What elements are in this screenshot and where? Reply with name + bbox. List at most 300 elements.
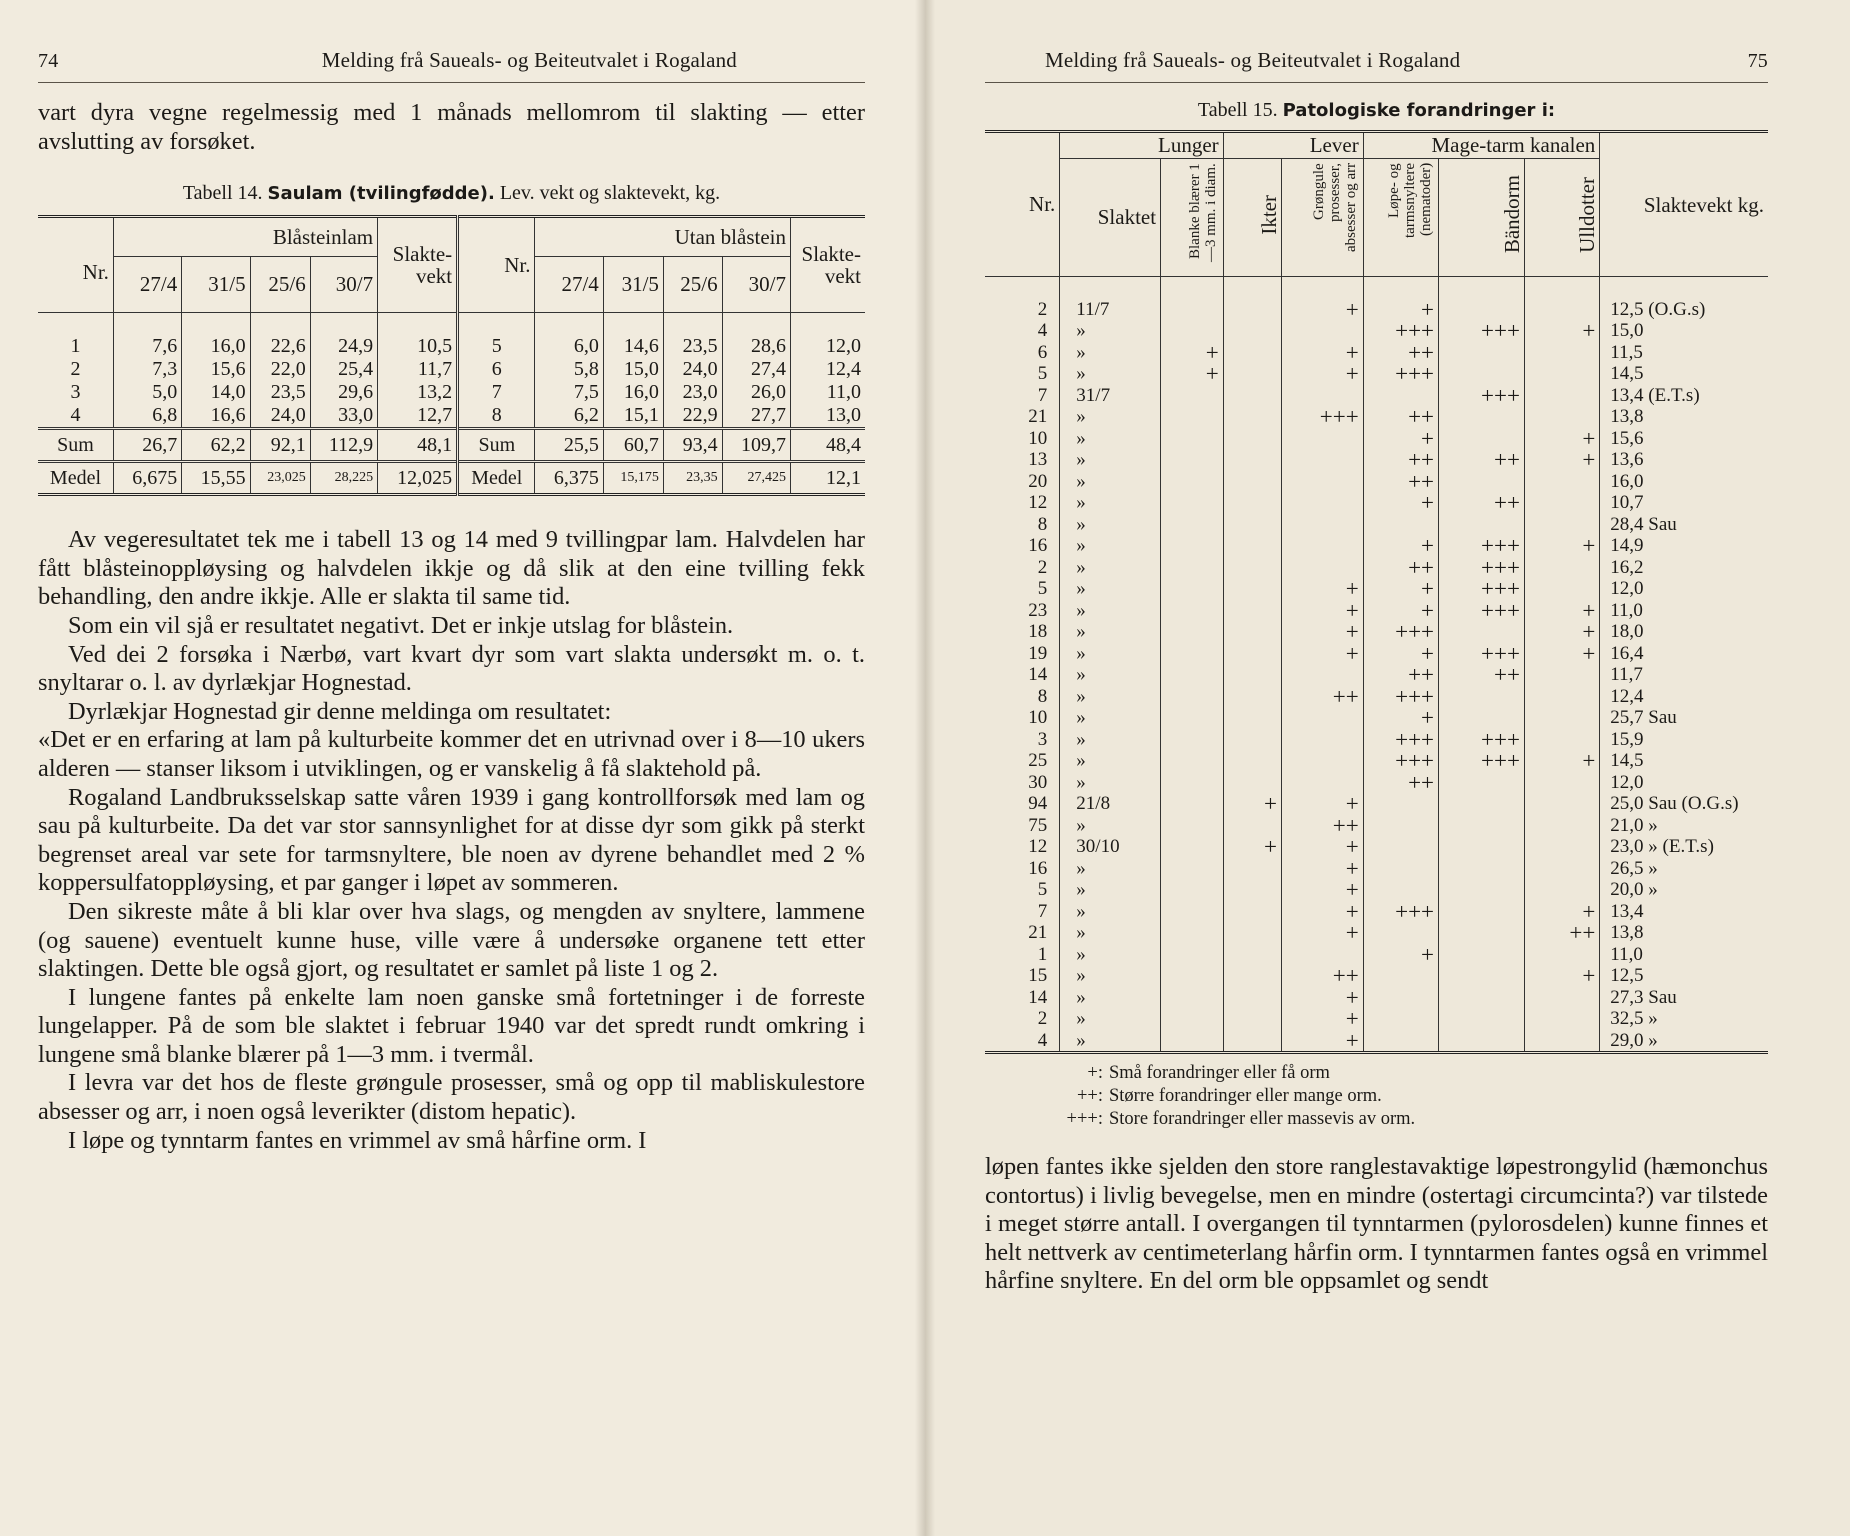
- table15-row: [985, 557, 1768, 579]
- table15-cell: [1223, 965, 1281, 987]
- table15-row: [985, 664, 1768, 686]
- table15-cell: 16: [1028, 535, 1048, 556]
- table14-cell: 109,7: [722, 429, 790, 462]
- table14-cell: 1: [70, 335, 81, 358]
- table15-cell: [1223, 471, 1281, 493]
- table14-spacer-cell: [535, 313, 603, 336]
- table15-cell: 15,0: [1600, 320, 1768, 342]
- table15-row: [985, 299, 1768, 321]
- table15-cell: ++: [1363, 342, 1438, 364]
- table15-cell: 18,0: [1600, 621, 1768, 643]
- table15-cell: 15,6: [1600, 428, 1768, 450]
- left-paragraph: Ved dei 2 forsøka i Nærbø, vart kvart dyr som vart slakta undersøkt m. o. t. snyltarar o. l. av dyrlækjar Hognestad.: [38, 640, 865, 697]
- table15-cell: [1161, 686, 1224, 708]
- table14-spacer-cell: [603, 313, 663, 336]
- table14-header-nr-2: Nr.: [458, 217, 535, 313]
- table15-cell: [1161, 320, 1224, 342]
- table15-cell: +++: [1439, 643, 1525, 665]
- table14-cell: 6,2: [535, 404, 603, 429]
- table15-cell: [1524, 707, 1599, 729]
- table15-cell: ++: [1439, 449, 1525, 471]
- table14-cell: 12,7: [378, 404, 458, 429]
- table15-row: [985, 750, 1768, 772]
- left-body-text: [38, 526, 865, 1155]
- table14-date-7: 25/6: [663, 257, 722, 313]
- table15-header-ikter: [1223, 159, 1281, 277]
- table15-cell: »: [1060, 729, 1161, 751]
- table15-cell: [1282, 557, 1364, 579]
- table15-spacer-cell: [985, 277, 1060, 299]
- table15-cell: [1524, 858, 1599, 880]
- table14-cell: Medel: [458, 462, 535, 495]
- table15-cell: +: [1524, 750, 1599, 772]
- table15-cell: [1223, 1008, 1281, 1030]
- table15-cell: +++: [1363, 363, 1438, 385]
- left-intro-text: vart dyra vegne regelmessig med 1 månads mellomrom til slakting — etter avslutting av forsøket.: [38, 99, 865, 155]
- table15-cell: [1363, 1008, 1438, 1030]
- table14-cell: 2: [70, 358, 81, 381]
- table15-cell: [1439, 707, 1525, 729]
- table15-cell: 8: [1037, 513, 1048, 535]
- table15-cell: 16,4: [1600, 643, 1768, 665]
- table15-caption-label: Tabell 15.: [1197, 99, 1278, 121]
- table15-cell: +: [1524, 600, 1599, 622]
- table15-spacer: [985, 277, 1768, 299]
- table15-cell: [1223, 406, 1281, 428]
- table14-spacer-cell: [722, 313, 790, 336]
- table15-cell: [1524, 342, 1599, 364]
- table14-spacer-cell: [113, 313, 181, 336]
- table15-spacer-cell: [1439, 277, 1525, 299]
- table15-cell: »: [1060, 363, 1161, 385]
- table15-cell: 6: [1037, 341, 1048, 363]
- legend-symbol: ++:: [1076, 1086, 1103, 1106]
- table15-cell: 13,6: [1600, 449, 1768, 471]
- table15-lope-label: Løpe- og tarmsnyltere (nematoder): [1386, 162, 1435, 238]
- table15-cell: [1161, 621, 1224, 643]
- table15-cell: 11,0: [1600, 944, 1768, 966]
- table14-cell: 24,9: [310, 335, 377, 358]
- table15-cell: [1223, 879, 1281, 901]
- table14-cell: 23,025: [250, 462, 310, 495]
- table15-cell: [1161, 1008, 1224, 1030]
- table14-cell: 7,6: [113, 335, 181, 358]
- left-running-head: [38, 48, 865, 83]
- table15-cell: [1282, 664, 1364, 686]
- table14-cell: 13,0: [791, 404, 866, 429]
- table15-cell: 10: [1028, 427, 1048, 449]
- table14-cell: 10,5: [378, 335, 458, 358]
- table14-cell: 48,4: [791, 429, 866, 462]
- table14-cell: 6,0: [535, 335, 603, 358]
- table15-cell: 25,7 Sau: [1600, 707, 1768, 729]
- table14-cell: 22,6: [250, 335, 310, 358]
- table14-cell: 8: [458, 404, 535, 429]
- table15-cell: »: [1060, 342, 1161, 364]
- table14-cell: 7,5: [535, 381, 603, 404]
- table15-cell: 13,8: [1600, 922, 1768, 944]
- table14-cell: Sum: [458, 429, 535, 462]
- table15: [985, 130, 1768, 1054]
- table15-cell: [1223, 557, 1281, 579]
- table15-cell: 75: [1028, 814, 1048, 836]
- table15-cell: [1282, 944, 1364, 966]
- table14-cell: 27,4: [722, 358, 790, 381]
- table15-cell: ++: [1282, 815, 1364, 837]
- left-paragraph: I løpe og tynntarm fantes en vrimmel av små hårfine orm. I: [68, 1126, 647, 1154]
- legend-symbol: +++:: [1066, 1109, 1103, 1129]
- table15-cell: +: [1363, 428, 1438, 450]
- table15-cell: [1282, 514, 1364, 536]
- table15-cell: [1439, 858, 1525, 880]
- table15-cell: +++: [1363, 621, 1438, 643]
- table15-cell: [1161, 664, 1224, 686]
- table15-cell: »: [1060, 750, 1161, 772]
- table15-cell: [1223, 535, 1281, 557]
- table15-cell: [1363, 1030, 1438, 1053]
- legend-text: Store forandringer eller massevis av orm.: [1109, 1109, 1416, 1129]
- table15-cell: ++: [1363, 557, 1438, 579]
- table15-cell: +: [1363, 299, 1438, 321]
- table15-row: [985, 772, 1768, 794]
- table15-header-ulldotter: [1524, 159, 1599, 277]
- table15-cell: +: [1363, 492, 1438, 514]
- table15-cell: [1524, 514, 1599, 536]
- table14-cell: Sum: [38, 429, 113, 462]
- table15-cell: [1439, 772, 1525, 794]
- table15-cell: [1161, 449, 1224, 471]
- table15-cell: +: [1282, 836, 1364, 858]
- table15-cell: [1223, 578, 1281, 600]
- table15-cell: »: [1060, 664, 1161, 686]
- table15-cell: +++: [1439, 385, 1525, 407]
- table15-cell: [1223, 492, 1281, 514]
- table14-cell: 23,5: [663, 335, 722, 358]
- table14-cell: 12,4: [791, 358, 866, 381]
- table15-cell: »: [1060, 621, 1161, 643]
- table15-cell: 26,5 »: [1600, 858, 1768, 880]
- table15-row: [985, 686, 1768, 708]
- table15-cell: [1223, 901, 1281, 923]
- table14-caption-rest: Lev. vekt og slaktevekt, kg.: [499, 182, 721, 205]
- table15-caption-bold: Patologiske forandringer i:: [1282, 100, 1556, 121]
- table15-cell: [1161, 879, 1224, 901]
- table15-header-lope: [1363, 159, 1438, 277]
- table15-cell: ++: [1363, 471, 1438, 493]
- table15-cell: +: [1282, 578, 1364, 600]
- table14-cell: 60,7: [603, 429, 663, 462]
- table15-cell: 3: [1037, 728, 1048, 750]
- table15-cell: 25,0 Sau (O.G.s): [1600, 793, 1768, 815]
- table15-cell: +++: [1439, 729, 1525, 751]
- table14-cell: 5,8: [535, 358, 603, 381]
- table15-cell: [1363, 514, 1438, 536]
- table15-cell: 16: [1028, 857, 1048, 879]
- table15-cell: [1223, 363, 1281, 385]
- table15-cell: +: [1282, 858, 1364, 880]
- table14-cell: 16,0: [603, 381, 663, 404]
- table15-cell: [1223, 643, 1281, 665]
- table15-cell: [1161, 643, 1224, 665]
- table15-cell: 10: [1028, 707, 1048, 728]
- table15-cell: [1223, 772, 1281, 794]
- table15-cell: [1524, 815, 1599, 837]
- table15-cell: +: [1161, 342, 1224, 364]
- table15-cell: »: [1060, 320, 1161, 342]
- table15-cell: 12: [1028, 836, 1048, 857]
- table15-cell: +: [1363, 643, 1438, 665]
- table15-cell: 27,3 Sau: [1600, 987, 1768, 1009]
- table15-cell: +: [1282, 621, 1364, 643]
- table15-cell: +++: [1363, 686, 1438, 708]
- table14-cell: 12,1: [791, 462, 866, 495]
- table15-row: [985, 858, 1768, 880]
- table15-row: [985, 363, 1768, 385]
- table14-spacer-cell: [38, 313, 113, 336]
- table15-cell: [1282, 729, 1364, 751]
- table15-cell: 11,5: [1600, 342, 1768, 364]
- table15-cell: 12,0: [1600, 578, 1768, 600]
- table14-spacer-cell: [458, 313, 535, 336]
- table15-bandorm-label: Bändorm: [1499, 175, 1524, 254]
- table14-cell: 15,55: [182, 462, 250, 495]
- table15-cell: [1439, 406, 1525, 428]
- table15-cell: [1282, 772, 1364, 794]
- table15-row: [985, 600, 1768, 622]
- table15-cell: [1161, 535, 1224, 557]
- table15-cell: 21: [1028, 922, 1048, 943]
- table15-cell: [1282, 471, 1364, 493]
- table14-cell: 48,1: [378, 429, 458, 462]
- table14-cell: 23,35: [663, 462, 722, 495]
- table15-cell: [1439, 1030, 1525, 1053]
- table15-cell: [1161, 492, 1224, 514]
- table15-cell: »: [1060, 965, 1161, 987]
- table14-cell: 93,4: [663, 429, 722, 462]
- table15-cell: »: [1060, 686, 1161, 708]
- table15-cell: 14: [1028, 664, 1048, 685]
- table15-cell: [1282, 428, 1364, 450]
- table14-cell: 24,0: [663, 358, 722, 381]
- table15-cell: ++: [1282, 965, 1364, 987]
- table15-header-nr: Nr.: [985, 132, 1060, 277]
- table15-cell: [1282, 385, 1364, 407]
- table15-cell: 11,0: [1600, 600, 1768, 622]
- table15-caption: [985, 99, 1768, 122]
- table14-row: [38, 358, 865, 381]
- table14-spacer-cell: [791, 313, 866, 336]
- table15-row: [985, 922, 1768, 944]
- table15-cell: [1161, 815, 1224, 837]
- table15-legend: [1043, 1062, 1768, 1131]
- left-paragraph: Den sikreste måte å bli klar over hva slags, og mengden av snyltere, lammene (og sauene) eventuelt kunne huse, ville være å undersøke organene tett etter slaktingen. Dette ble også gjort, og resultatet er samlet på liste 1 og 2.: [38, 897, 865, 983]
- table15-row: [985, 1008, 1768, 1030]
- table15-cell: [1223, 621, 1281, 643]
- table15-blanke-label: Blanke blærer 1—3 mm. i diam.: [1186, 162, 1219, 262]
- table15-cell: [1363, 922, 1438, 944]
- right-page-number: 75: [1747, 50, 1768, 72]
- table15-cell: +: [1282, 643, 1364, 665]
- table15-cell: +: [1282, 922, 1364, 944]
- table14-cell: 7,3: [113, 358, 181, 381]
- table15-cell: [1524, 363, 1599, 385]
- table15-row: [985, 471, 1768, 493]
- table15-cell: [1439, 922, 1525, 944]
- table15-cell: [1282, 492, 1364, 514]
- table15-cell: »: [1060, 922, 1161, 944]
- table14-cell: 13,2: [378, 381, 458, 404]
- table15-cell: 5: [1037, 879, 1048, 900]
- table15-cell: [1223, 815, 1281, 837]
- table15-cell: [1161, 406, 1224, 428]
- table15-cell: [1282, 535, 1364, 557]
- table15-cell: +: [1524, 965, 1599, 987]
- table15-cell: »: [1060, 578, 1161, 600]
- table15-cell: 12,5: [1600, 965, 1768, 987]
- table15-cell: [1223, 987, 1281, 1009]
- table15-cell: ++: [1363, 406, 1438, 428]
- table14-cell: 62,2: [182, 429, 250, 462]
- table15-cell: 11,7: [1600, 664, 1768, 686]
- table15-cell: [1439, 879, 1525, 901]
- table15-row: [985, 514, 1768, 536]
- left-running-title: Melding frå Saueals- og Beiteutvalet i Rogaland: [321, 48, 737, 72]
- table15-cell: 1: [1037, 943, 1048, 965]
- table15-cell: +: [1282, 793, 1364, 815]
- table14-spacer-cell: [663, 313, 722, 336]
- table15-cell: [1439, 299, 1525, 321]
- table15-cell: +++: [1439, 578, 1525, 600]
- table15-row: [985, 793, 1768, 815]
- table15-row: [985, 406, 1768, 428]
- table15-cell: [1161, 750, 1224, 772]
- table15-cell: [1524, 557, 1599, 579]
- table15-cell: 20: [1028, 470, 1048, 492]
- table15-header-lever: Lever: [1223, 132, 1363, 159]
- table15-cell: [1439, 836, 1525, 858]
- table15-cell: +++: [1439, 750, 1525, 772]
- table14-header-nr-1: Nr.: [38, 217, 113, 313]
- table15-cell: [1223, 600, 1281, 622]
- table15-cell: »: [1060, 535, 1161, 557]
- table15-row: [985, 449, 1768, 471]
- table15-cell: 14,9: [1600, 535, 1768, 557]
- table15-cell: 4: [1037, 1029, 1048, 1051]
- table15-cell: [1439, 621, 1525, 643]
- table15-cell: [1223, 729, 1281, 751]
- table15-spacer-cell: [1282, 277, 1364, 299]
- table15-cell: [1439, 901, 1525, 923]
- table15-cell: [1223, 428, 1281, 450]
- table15-cell: [1161, 428, 1224, 450]
- table15-cell: 30: [1028, 771, 1048, 793]
- table15-cell: 23,0 » (E.T.s): [1600, 836, 1768, 858]
- table15-cell: 14,5: [1600, 750, 1768, 772]
- table15-cell: +: [1282, 600, 1364, 622]
- table15-cell: [1161, 793, 1224, 815]
- table15-cell: +: [1282, 1008, 1364, 1030]
- legend-item: [1043, 1108, 1768, 1131]
- table15-cell: 30/10: [1060, 836, 1161, 858]
- table15-cell: 21,0 »: [1600, 815, 1768, 837]
- table15-cell: [1439, 793, 1525, 815]
- table15-cell: +: [1524, 621, 1599, 643]
- table15-ulldotter-label: Ulldotter: [1575, 176, 1600, 253]
- table14-cell: 16,0: [182, 335, 250, 358]
- table14-header-slakte-1: Slakte- vekt: [378, 217, 458, 313]
- table15-cell: 31/7: [1060, 385, 1161, 407]
- table15-cell: 32,5 »: [1600, 1008, 1768, 1030]
- table15-cell: [1524, 1008, 1599, 1030]
- table14-cell: 6,8: [113, 404, 181, 429]
- table15-spacer-cell: [1223, 277, 1281, 299]
- table15-cell: [1363, 793, 1438, 815]
- table15-cell: [1223, 922, 1281, 944]
- table14-cell: 24,0: [250, 404, 310, 429]
- table15-cell: »: [1060, 944, 1161, 966]
- table15-row: [985, 320, 1768, 342]
- table15-cell: [1161, 901, 1224, 923]
- table15-row: [985, 578, 1768, 600]
- table15-cell: 12,5 (O.G.s): [1600, 299, 1768, 321]
- table15-header-bandorm: [1439, 159, 1525, 277]
- table14-cell: 12,025: [378, 462, 458, 495]
- table14-caption-bold: Saulam (tvilingfødde).: [267, 183, 495, 205]
- table15-row: [985, 729, 1768, 751]
- table15-cell: »: [1060, 1008, 1161, 1030]
- table15-spacer-cell: [1060, 277, 1161, 299]
- table15-cell: [1161, 707, 1224, 729]
- table15-cell: +++: [1439, 600, 1525, 622]
- table14-spacer-cell: [182, 313, 250, 336]
- table15-cell: [1161, 836, 1224, 858]
- table14-date-1: 27/4: [113, 257, 181, 313]
- table15-cell: 21/8: [1060, 793, 1161, 815]
- table15-cell: 5: [1037, 578, 1048, 599]
- right-body-text: løpen fantes ikke sjelden den store ranglestavaktige løpestrongylid (hæmonchus contortus) i livlig bevegelse, men en mindre (ostertagi circumcinta?) var tilstede i meget større antall. I overgangen til tynntarmen (pylorosdelen) kunne finnes et helt nettverk av centimeterlang hårfin orm. I tynntarmen fantes også en vrimmel hårfine snyltere. En del orm ble oppsamlet og sendt: [985, 1153, 1768, 1295]
- table15-cell: 4: [1037, 320, 1048, 341]
- table15-header-slaktevekt: Slaktevekt kg.: [1600, 132, 1768, 277]
- table14-date-3: 25/6: [250, 257, 310, 313]
- table15-cell: [1282, 707, 1364, 729]
- table15-cell: [1223, 664, 1281, 686]
- left-paragraph: Som ein vil sjå er resultatet negativt. Det er inkje utslag for blåstein.: [68, 611, 734, 639]
- legend-text: Større forandringer eller mange orm.: [1109, 1086, 1382, 1106]
- right-running-title: Melding frå Saueals- og Beiteutvalet i Rogaland: [1045, 48, 1461, 72]
- table14-row: [38, 429, 865, 462]
- table15-row: [985, 643, 1768, 665]
- table15-cell: +: [1282, 299, 1364, 321]
- table15-row: [985, 621, 1768, 643]
- table14-cell: 26,0: [722, 381, 790, 404]
- table15-cell: »: [1060, 406, 1161, 428]
- table15-cell: [1439, 428, 1525, 450]
- table15-row: [985, 836, 1768, 858]
- table15-cell: [1161, 600, 1224, 622]
- table15-cell: +: [1363, 535, 1438, 557]
- table15-cell: »: [1060, 600, 1161, 622]
- table15-cell: »: [1060, 901, 1161, 923]
- table14-cell: 27,425: [722, 462, 790, 495]
- table15-row: [985, 342, 1768, 364]
- table15-row: [985, 815, 1768, 837]
- table15-cell: »: [1060, 1030, 1161, 1053]
- table14: [38, 215, 865, 496]
- table15-cell: [1439, 815, 1525, 837]
- table15-cell: +: [1223, 793, 1281, 815]
- legend-text: Små forandringer eller få orm: [1109, 1063, 1330, 1083]
- table15-cell: 15: [1028, 965, 1048, 986]
